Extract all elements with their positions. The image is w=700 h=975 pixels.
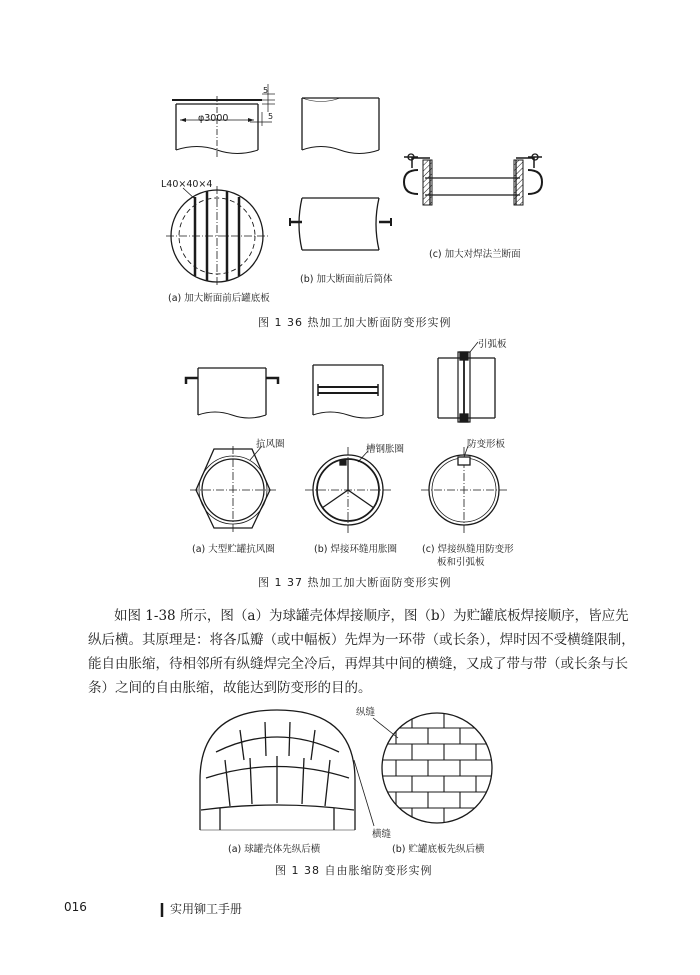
- fig138-a-dome: [200, 710, 355, 830]
- fig136-title: 图 1 36 热加工加大断面防变形实例: [258, 316, 452, 329]
- paragraph-line-1: 如图 1-38 所示，图（a）为球罐壳体焊接顺序，图（b）为贮罐底板焊接顺序，皆应先: [114, 608, 629, 624]
- fig136-caption-b: (b) 加大断面前后筒体: [300, 274, 393, 285]
- fig138-caption-b: (b) 贮罐底板先纵后横: [392, 844, 485, 855]
- expansion-ring-label: 槽钢胀圈: [366, 444, 405, 455]
- book-title: 实用铆工手册: [170, 902, 243, 916]
- dimension-diameter: φ3000: [198, 113, 229, 124]
- fig138-caption-a: (a) 球罐壳体先纵后横: [228, 844, 321, 855]
- page-number: 016: [64, 900, 87, 914]
- fig137-title: 图 1 37 热加工加大断面防变形实例: [258, 576, 452, 589]
- paragraph-line-2: 纵后横。其原理是：将各瓜瓣（或中幅板）先焊为一环带（或长条），焊时因不受横缝限制，: [88, 632, 635, 648]
- body-paragraph: [88, 604, 646, 700]
- fig137-a-tank: [186, 368, 278, 532]
- transverse-seam-label: 横缝: [372, 829, 392, 840]
- paragraph-line-4: 条）之间的自由胀缩，故能达到防变形的目的。: [88, 680, 372, 696]
- fig138-title: 图 1 38 自由胀缩防变形实例: [275, 864, 433, 877]
- fig137-caption-a: (a) 大型贮罐抗风圈: [192, 544, 275, 555]
- fig136-caption-a: (a) 加大断面前后罐底板: [168, 293, 270, 304]
- fig137-caption-b: (b) 焊接环缝用胀圈: [314, 544, 397, 555]
- dimension-side: 5: [268, 112, 274, 121]
- longitudinal-seam-label: 纵缝: [356, 707, 376, 718]
- fig136-b-shell: [290, 98, 391, 250]
- fig137-caption-c-line2: 板和引弧板: [437, 557, 485, 568]
- fig136-c-flange: [404, 154, 542, 205]
- fig138-b-plate: [354, 712, 494, 826]
- wind-ring-label: 抗风圈: [256, 439, 285, 450]
- fig137-caption-c-line1: (c) 焊接纵缝用防变形: [422, 544, 514, 555]
- paragraph-line-3: 能自由胀缩，待相邻所有纵缝焊完全冷后，再焊其中间的横缝，又成了带与带（或长条与长: [88, 656, 628, 672]
- angle-steel-label: L40×40×4: [161, 179, 213, 190]
- dimension-top: 5: [263, 86, 269, 95]
- lead-plate-label: 引弧板: [478, 339, 507, 350]
- fig136-a-plate: [166, 186, 268, 286]
- fig136-caption-c: (c) 加大对焊法兰断面: [429, 249, 521, 260]
- anti-deformation-plate-label: 防变形板: [467, 439, 506, 450]
